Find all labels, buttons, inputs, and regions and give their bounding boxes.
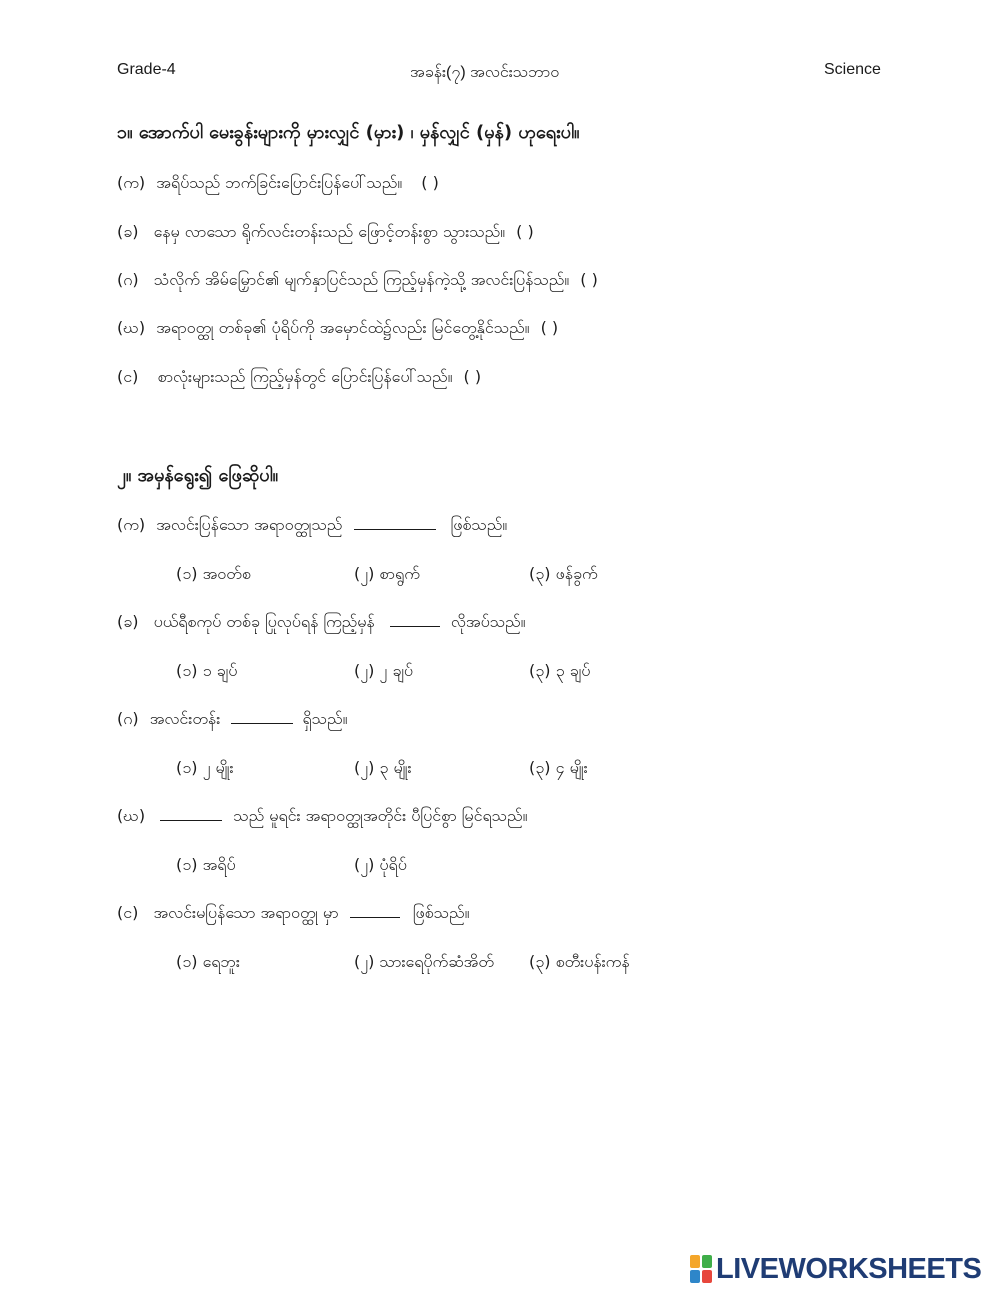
question-text-after: လိုအပ်သည်။ xyxy=(450,612,526,631)
option[interactable]: (၂) စာရွက် xyxy=(354,564,420,583)
lesson-title: အခန်း(၇) အလင်းသဘာဝ xyxy=(410,64,560,81)
answer-bracket[interactable]: ( ) xyxy=(421,173,439,192)
answer-blank[interactable] xyxy=(160,806,222,821)
question-label: (ဂ) xyxy=(117,709,139,728)
answer-blank[interactable] xyxy=(231,709,293,724)
answer-bracket[interactable]: ( ) xyxy=(540,318,559,337)
item-label: (ဂ) xyxy=(117,270,139,289)
answer-blank[interactable] xyxy=(390,612,440,627)
item-text: နေမှ လာသော ရိုက်လင်းတန်းသည် ဖြောင့်တန်းစွာ သွားသည်။ xyxy=(153,222,506,241)
option[interactable]: (၁) ၂ မျိုး xyxy=(176,758,234,777)
item-text: အရိပ်သည် ဘက်ခြင်းပြောင်းပြန်ပေါ်သည်။ xyxy=(156,173,403,192)
subject-label: Science xyxy=(824,61,881,78)
mcq-question xyxy=(117,708,347,732)
answer-blank[interactable] xyxy=(350,903,400,918)
mcq-question xyxy=(117,902,469,926)
question-text-before: အလင်းတန်း xyxy=(149,709,221,728)
question-label: (က) xyxy=(117,515,146,534)
mcq-question xyxy=(117,611,525,635)
true-false-item xyxy=(117,317,558,341)
logo-block xyxy=(690,1270,700,1283)
question-label: (ဃ) xyxy=(117,806,146,825)
question-text-before: ပယ်ရီစကုပ် တစ်ခု ပြုလုပ်ရန် ကြည့်မှန် xyxy=(153,612,375,631)
true-false-item xyxy=(117,366,481,390)
logo-icon xyxy=(690,1255,712,1283)
question-text-after: သည် မူရင်း အရာဝတ္ထုအတိုင်း ပီပြင်စွာ မြင်ရသည်။ xyxy=(233,806,528,825)
item-label: (ဃ) xyxy=(117,318,146,337)
question-text-before: အလင်းမပြန်သော အရာဝတ္ထု မှာ xyxy=(153,903,339,922)
logo-block xyxy=(702,1255,712,1268)
question-label: (ခ) xyxy=(117,612,139,631)
option[interactable]: (၁) ၁ ချပ် xyxy=(176,661,238,680)
item-label: (ခ) xyxy=(117,222,139,241)
option[interactable]: (၁) အရိပ် xyxy=(176,855,236,874)
item-label: (င) xyxy=(117,367,139,386)
option[interactable]: (၃) စတီးပန်းကန် xyxy=(529,952,630,971)
grade-label: Grade-4 xyxy=(117,61,176,78)
logo-text: LIVEWORKSHEETS xyxy=(716,1252,982,1285)
true-false-item xyxy=(117,221,534,245)
item-label: (က) xyxy=(117,173,146,192)
question-text-before: အလင်းပြန်သော အရာဝတ္ထုသည် xyxy=(156,515,343,534)
question-text-after: ဖြစ်သည်။ xyxy=(450,515,508,534)
item-text: စာလုံးများသည် ကြည့်မှန်တွင် ပြောင်းပြန်ပေါ်သည်။ xyxy=(157,367,453,386)
option[interactable]: (၃) ၄ မျိုး xyxy=(529,758,588,777)
option[interactable]: (၂) ၂ ချပ် xyxy=(354,661,414,680)
mcq-question xyxy=(117,805,527,829)
question-text-after: ဖြစ်သည်။ xyxy=(412,903,470,922)
option[interactable]: (၂) ပုံရိပ် xyxy=(354,855,407,874)
option[interactable]: (၁) အဝတ်စ xyxy=(176,564,251,583)
option[interactable]: (၃) ဖန်ခွက် xyxy=(529,564,598,583)
item-text: သံလိုက် အိမ်မြှောင်၏ မျက်နှာပြင်သည် ကြည့်မှန်ကဲ့သို့ အလင်းပြန်သည်။ xyxy=(153,270,570,289)
section2-title: ၂။ အမှန်ရွေး၍ ဖြေဆိုပါ။ xyxy=(117,465,279,486)
option[interactable]: (၂) ၃ မျိုး xyxy=(354,758,412,777)
true-false-item xyxy=(117,172,439,196)
question-label: (င) xyxy=(117,903,139,922)
answer-bracket[interactable]: ( ) xyxy=(463,367,482,386)
section1-title: ၁။ အောက်ပါ မေးခွန်းများကို မှားလျှင် (မှား) ၊ မှန်လျှင် (မှန်) ဟုရေးပါ။ xyxy=(117,122,580,143)
mcq-question xyxy=(117,514,507,538)
answer-blank[interactable] xyxy=(354,515,436,530)
option[interactable]: (၁) ရေဘူး xyxy=(176,952,240,971)
question-text-after: ရှိသည်။ xyxy=(302,709,348,728)
logo-block xyxy=(702,1270,712,1283)
item-text: အရာဝတ္ထု တစ်ခု၏ ပုံရိပ်ကို အမှောင်ထဲ၌လည်း မြင်တွေ့နိုင်သည်။ xyxy=(156,318,530,337)
answer-bracket[interactable]: ( ) xyxy=(516,222,534,241)
option[interactable]: (၂) သားရေပိုက်ဆံအိတ် xyxy=(354,952,494,971)
option[interactable]: (၃) ၃ ချပ် xyxy=(529,661,591,680)
true-false-item xyxy=(117,269,598,293)
logo-block xyxy=(690,1255,700,1268)
liveworksheets-logo xyxy=(690,1254,981,1284)
answer-bracket[interactable]: ( ) xyxy=(580,270,598,289)
